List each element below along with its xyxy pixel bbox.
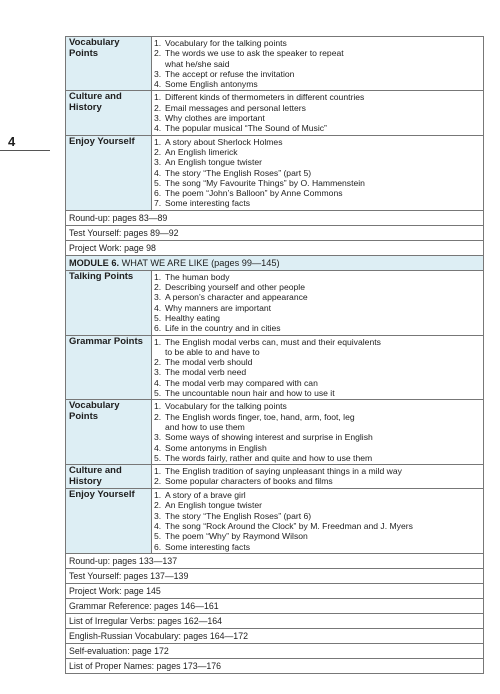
item-number: 4. xyxy=(154,377,162,388)
item-number: 1. xyxy=(154,401,162,412)
item-text: Some ways of showing interest and surprise in English xyxy=(165,432,373,443)
item-text: Some antonyms in English xyxy=(165,442,267,453)
item-text: Some interesting facts xyxy=(165,541,251,552)
item-number: 1. xyxy=(154,336,162,347)
summary-row: List of Proper Names: pages 173—176 xyxy=(69,660,222,671)
summary-row: Test Yourself: pages 89—92 xyxy=(66,226,483,241)
list-item xyxy=(154,367,483,377)
item-number: 3. xyxy=(154,510,162,521)
list-item xyxy=(154,443,483,453)
summary-row: Project Work: page 145 xyxy=(66,584,483,599)
item-number: 6. xyxy=(154,541,162,552)
item-number: 6. xyxy=(154,188,162,199)
item-number: 5. xyxy=(154,531,162,542)
summary-row: Test Yourself: pages 137—139 xyxy=(66,569,483,584)
item-text: An English limerick xyxy=(165,146,238,157)
item-number: 1. xyxy=(154,38,162,48)
item-number: 2. xyxy=(154,500,162,511)
item-number: 3. xyxy=(154,367,162,378)
list-item xyxy=(154,79,483,89)
list-item xyxy=(154,476,483,486)
item-number: 2. xyxy=(154,282,162,293)
item-text: Email messages and personal letters xyxy=(165,102,306,113)
item-text: The words fairly, rather and quite and how to use them xyxy=(165,452,373,463)
item-number: 3. xyxy=(154,157,162,168)
list-item xyxy=(154,388,483,398)
item-text: The poem “John’s Balloon” by Anne Commons xyxy=(165,188,343,199)
item-text: The words we use to ask the speaker to repeat xyxy=(165,48,344,59)
item-number: 4. xyxy=(154,123,162,134)
list-item xyxy=(154,147,483,157)
section-talking-points xyxy=(66,271,483,336)
item-text: Life in the country and in cities xyxy=(165,323,281,334)
item-text: The English words finger, toe, hand, arm, foot, leg xyxy=(165,411,355,422)
module-6-number: MODULE 6. xyxy=(69,257,120,268)
item-text: Some English antonyms xyxy=(165,79,258,90)
item-number: 4. xyxy=(154,520,162,531)
item-text: An English tongue twister xyxy=(165,500,262,511)
item-number: 5. xyxy=(154,177,162,188)
item-text: The English modal verbs can, must and their equivalents xyxy=(165,336,381,347)
item-text: Why clothes are important xyxy=(165,113,265,124)
list-item xyxy=(154,69,483,79)
item-text-continuation: what he/she said xyxy=(165,58,230,69)
list-item xyxy=(154,531,483,541)
list-item xyxy=(154,168,483,178)
item-text: The human body xyxy=(165,271,230,282)
section-heading: Culture and History xyxy=(66,91,152,134)
section-heading: Culture and History xyxy=(66,465,152,488)
section-vocabulary-points xyxy=(66,400,483,465)
summary-row: Round-up: pages 133—137 xyxy=(66,554,483,569)
item-text: Some interesting facts xyxy=(165,198,251,209)
list-item xyxy=(154,292,483,302)
summary-row: List of Irregular Verbs: pages 162—164 xyxy=(66,614,483,629)
list-item xyxy=(154,490,483,500)
section-culture-and-history xyxy=(66,91,483,135)
list-item xyxy=(154,92,483,102)
item-number: 7. xyxy=(154,198,162,209)
list-item xyxy=(154,188,483,198)
list-item xyxy=(154,137,483,147)
list-item xyxy=(154,500,483,510)
item-text: Vocabulary for the talking points xyxy=(165,38,287,48)
item-number: 1. xyxy=(154,92,162,103)
item-number: 2. xyxy=(154,48,162,59)
item-text: Different kinds of thermometers in different countries xyxy=(165,92,365,103)
module-5-continued xyxy=(66,37,483,211)
list-item xyxy=(154,378,483,388)
item-text: Vocabulary for the talking points xyxy=(165,401,287,412)
section-enjoy-yourself xyxy=(66,489,483,554)
list-item xyxy=(154,337,483,347)
list-item xyxy=(154,313,483,323)
item-number: 1. xyxy=(154,271,162,282)
item-text: Why manners are important xyxy=(165,302,272,313)
list-item xyxy=(154,432,483,442)
section-heading: Grammar Points xyxy=(66,336,152,400)
section-items xyxy=(152,271,483,335)
section-items xyxy=(152,336,483,400)
list-item xyxy=(154,401,483,411)
section-heading: Enjoy Yourself xyxy=(66,489,152,553)
item-text: The modal verb may compared with can xyxy=(165,377,318,388)
item-number: 3. xyxy=(154,113,162,124)
item-number: 4. xyxy=(154,442,162,453)
item-text: The song “Rock Around the Clock” by M. Freedman and J. Myers xyxy=(165,520,413,531)
list-item xyxy=(154,521,483,531)
section-items xyxy=(152,91,483,134)
list-item xyxy=(154,198,483,208)
module-6-heading xyxy=(66,256,483,271)
item-number: 2. xyxy=(154,411,162,422)
list-item xyxy=(154,323,483,333)
summary-row: Round-up: pages 83—89 xyxy=(66,211,483,226)
summary-row: Self-evaluation: page 172 xyxy=(66,644,483,659)
item-text: Describing yourself and other people xyxy=(165,282,305,293)
list-item xyxy=(154,466,483,476)
list-item xyxy=(154,48,483,58)
item-number: 4. xyxy=(154,79,162,90)
list-item xyxy=(154,113,483,123)
item-number: 3. xyxy=(154,432,162,443)
page-number-rule xyxy=(0,150,50,151)
section-heading: Vocabulary Points xyxy=(66,400,152,464)
item-number: 2. xyxy=(154,476,162,487)
section-heading: Enjoy Yourself xyxy=(66,136,152,210)
item-text-continuation: and how to use them xyxy=(165,421,245,432)
item-text: The modal verb should xyxy=(165,357,253,368)
item-text: A person’s character and appearance xyxy=(165,292,308,303)
list-item xyxy=(154,157,483,167)
list-item xyxy=(154,357,483,367)
section-enjoy-yourself xyxy=(66,136,483,211)
item-number: 5. xyxy=(154,452,162,463)
item-number: 5. xyxy=(154,388,162,399)
item-text: The poem “Why” by Raymond Wilson xyxy=(165,531,308,542)
item-number: 2. xyxy=(154,357,162,368)
section-heading: Talking Points xyxy=(66,271,152,335)
item-number: 5. xyxy=(154,312,162,323)
item-number: 3. xyxy=(154,292,162,303)
item-number: 1. xyxy=(154,136,162,147)
section-items xyxy=(152,465,483,488)
item-text: A story of a brave girl xyxy=(165,490,246,501)
section-grammar-points xyxy=(66,336,483,401)
item-text: Some popular characters of books and films xyxy=(165,476,333,487)
item-number: 1. xyxy=(154,490,162,501)
module-5-summary-rows xyxy=(66,211,483,256)
list-item xyxy=(154,103,483,113)
item-text: The uncountable noun hair and how to use it xyxy=(165,388,335,399)
item-number: 4. xyxy=(154,302,162,313)
module-6-summary-rows xyxy=(66,554,483,673)
list-item xyxy=(154,38,483,48)
item-number: 6. xyxy=(154,323,162,334)
item-text: The English tradition of saying unpleasant things in a mild way xyxy=(165,466,402,477)
summary-row: English-Russian Vocabulary: pages 164—172 xyxy=(66,629,483,644)
item-text: The song “My Favourite Things” by O. Hammenstein xyxy=(165,177,365,188)
list-item xyxy=(154,453,483,463)
item-text: The accept or refuse the invitation xyxy=(165,68,295,79)
list-item xyxy=(154,282,483,292)
section-items xyxy=(152,37,483,90)
item-text: The story “The English Roses” (part 6) xyxy=(165,510,312,521)
item-number: 1. xyxy=(154,466,162,477)
item-number: 4. xyxy=(154,167,162,178)
list-item xyxy=(154,178,483,188)
list-item xyxy=(154,542,483,552)
list-item xyxy=(154,511,483,521)
item-text: Healthy eating xyxy=(165,312,220,323)
item-text: An English tongue twister xyxy=(165,157,262,168)
item-number: 3. xyxy=(154,68,162,79)
summary-row: Grammar Reference: pages 146—161 xyxy=(66,599,483,614)
list-item xyxy=(154,123,483,133)
item-text-continuation: to be able to and have to xyxy=(165,346,260,357)
page-number: 4 xyxy=(8,134,16,149)
section-items xyxy=(152,400,483,464)
section-heading: Vocabulary Points xyxy=(66,37,152,90)
contents-table xyxy=(65,36,484,674)
item-text: A story about Sherlock Holmes xyxy=(165,136,283,147)
section-items xyxy=(152,489,483,553)
section-items xyxy=(152,136,483,210)
item-number: 2. xyxy=(154,102,162,113)
list-item xyxy=(154,272,483,282)
section-vocabulary-points xyxy=(66,37,483,91)
list-item xyxy=(154,412,483,422)
item-text: The popular musical “The Sound of Music” xyxy=(165,123,327,134)
module-6-title: WHAT WE ARE LIKE (pages 99—145) xyxy=(119,257,280,268)
section-culture-and-history xyxy=(66,465,483,489)
list-item xyxy=(154,303,483,313)
item-text: The story “The English Roses” (part 5) xyxy=(165,167,312,178)
module-6-sections xyxy=(66,271,483,554)
item-number: 2. xyxy=(154,146,162,157)
item-text: The modal verb need xyxy=(165,367,247,378)
summary-row: Project Work: page 98 xyxy=(66,241,483,256)
